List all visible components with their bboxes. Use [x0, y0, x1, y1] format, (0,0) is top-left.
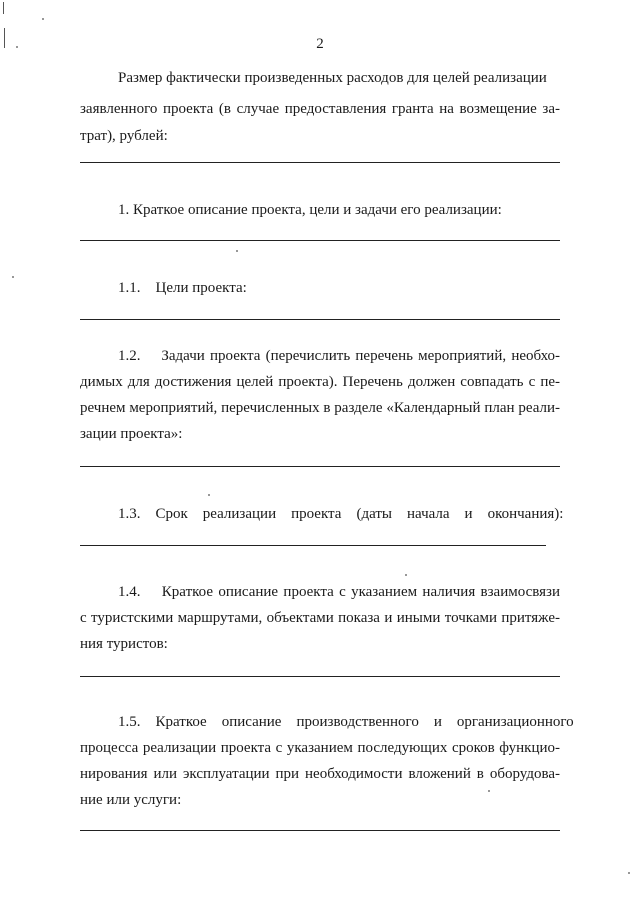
section-1-4-line-2: с туристскими маршрутами, объектами показа и иными точками притяже- — [80, 610, 560, 626]
section-1-2-line-1: 1.2. Задачи проекта (перечислить перечень мероприятий, необхо- — [118, 348, 560, 364]
section-1-5-line-1: 1.5. Краткое описание производственного и организационного — [118, 714, 574, 730]
margin-mark-top — [3, 2, 4, 14]
section-1-answer-line — [80, 240, 560, 241]
scan-speck — [628, 872, 630, 874]
section-1-2-line-2: димых для достижения целей проекта). Перечень должен совпадать с пе- — [80, 374, 560, 390]
section-1-2-line-3: речнем мероприятий, перечисленных в разделе «Календарный план реали- — [80, 400, 560, 416]
page-number: 2 — [316, 36, 324, 52]
section-1-2-line-4: зации проекта»: — [80, 426, 183, 442]
section-1-3-answer-line — [80, 545, 546, 546]
scan-speck — [405, 574, 407, 576]
scan-speck — [12, 276, 14, 278]
section-1-5-line-3: нирования или эксплуатации при необходимости вложений в оборудова- — [80, 766, 560, 782]
section-1-1-answer-line — [80, 319, 560, 320]
scan-speck — [236, 250, 238, 252]
section-1-4-answer-line — [80, 676, 560, 677]
section-1-4-line-3: ния туристов: — [80, 636, 168, 652]
margin-speck — [42, 18, 44, 20]
section-1-4-line-1: 1.4. Краткое описание проекта с указанием наличия взаимосвязи — [118, 584, 560, 600]
expenses-line-1: Размер фактически произведенных расходов для целей реализации — [118, 70, 547, 86]
expenses-answer-line — [80, 162, 560, 163]
section-1-heading: 1. Краткое описание проекта, цели и задачи его реализации: — [118, 202, 502, 218]
scan-speck — [488, 790, 490, 792]
scan-speck — [208, 494, 210, 496]
section-1-3-heading: 1.3. Срок реализации проекта (даты начала и окончания): — [118, 506, 564, 522]
section-1-5-answer-line — [80, 830, 560, 831]
expenses-line-2: заявленного проекта (в случае предоставления гранта на возмещение за- — [80, 101, 560, 117]
section-1-1-heading: 1.1. Цели проекта: — [118, 280, 247, 296]
expenses-line-3: трат), рублей: — [80, 128, 168, 144]
section-1-5-line-4: ние или услуги: — [80, 792, 182, 808]
section-1-2-answer-line — [80, 466, 560, 467]
section-1-5-line-2: процесса реализации проекта с указанием последующих сроков функцио- — [80, 740, 560, 756]
